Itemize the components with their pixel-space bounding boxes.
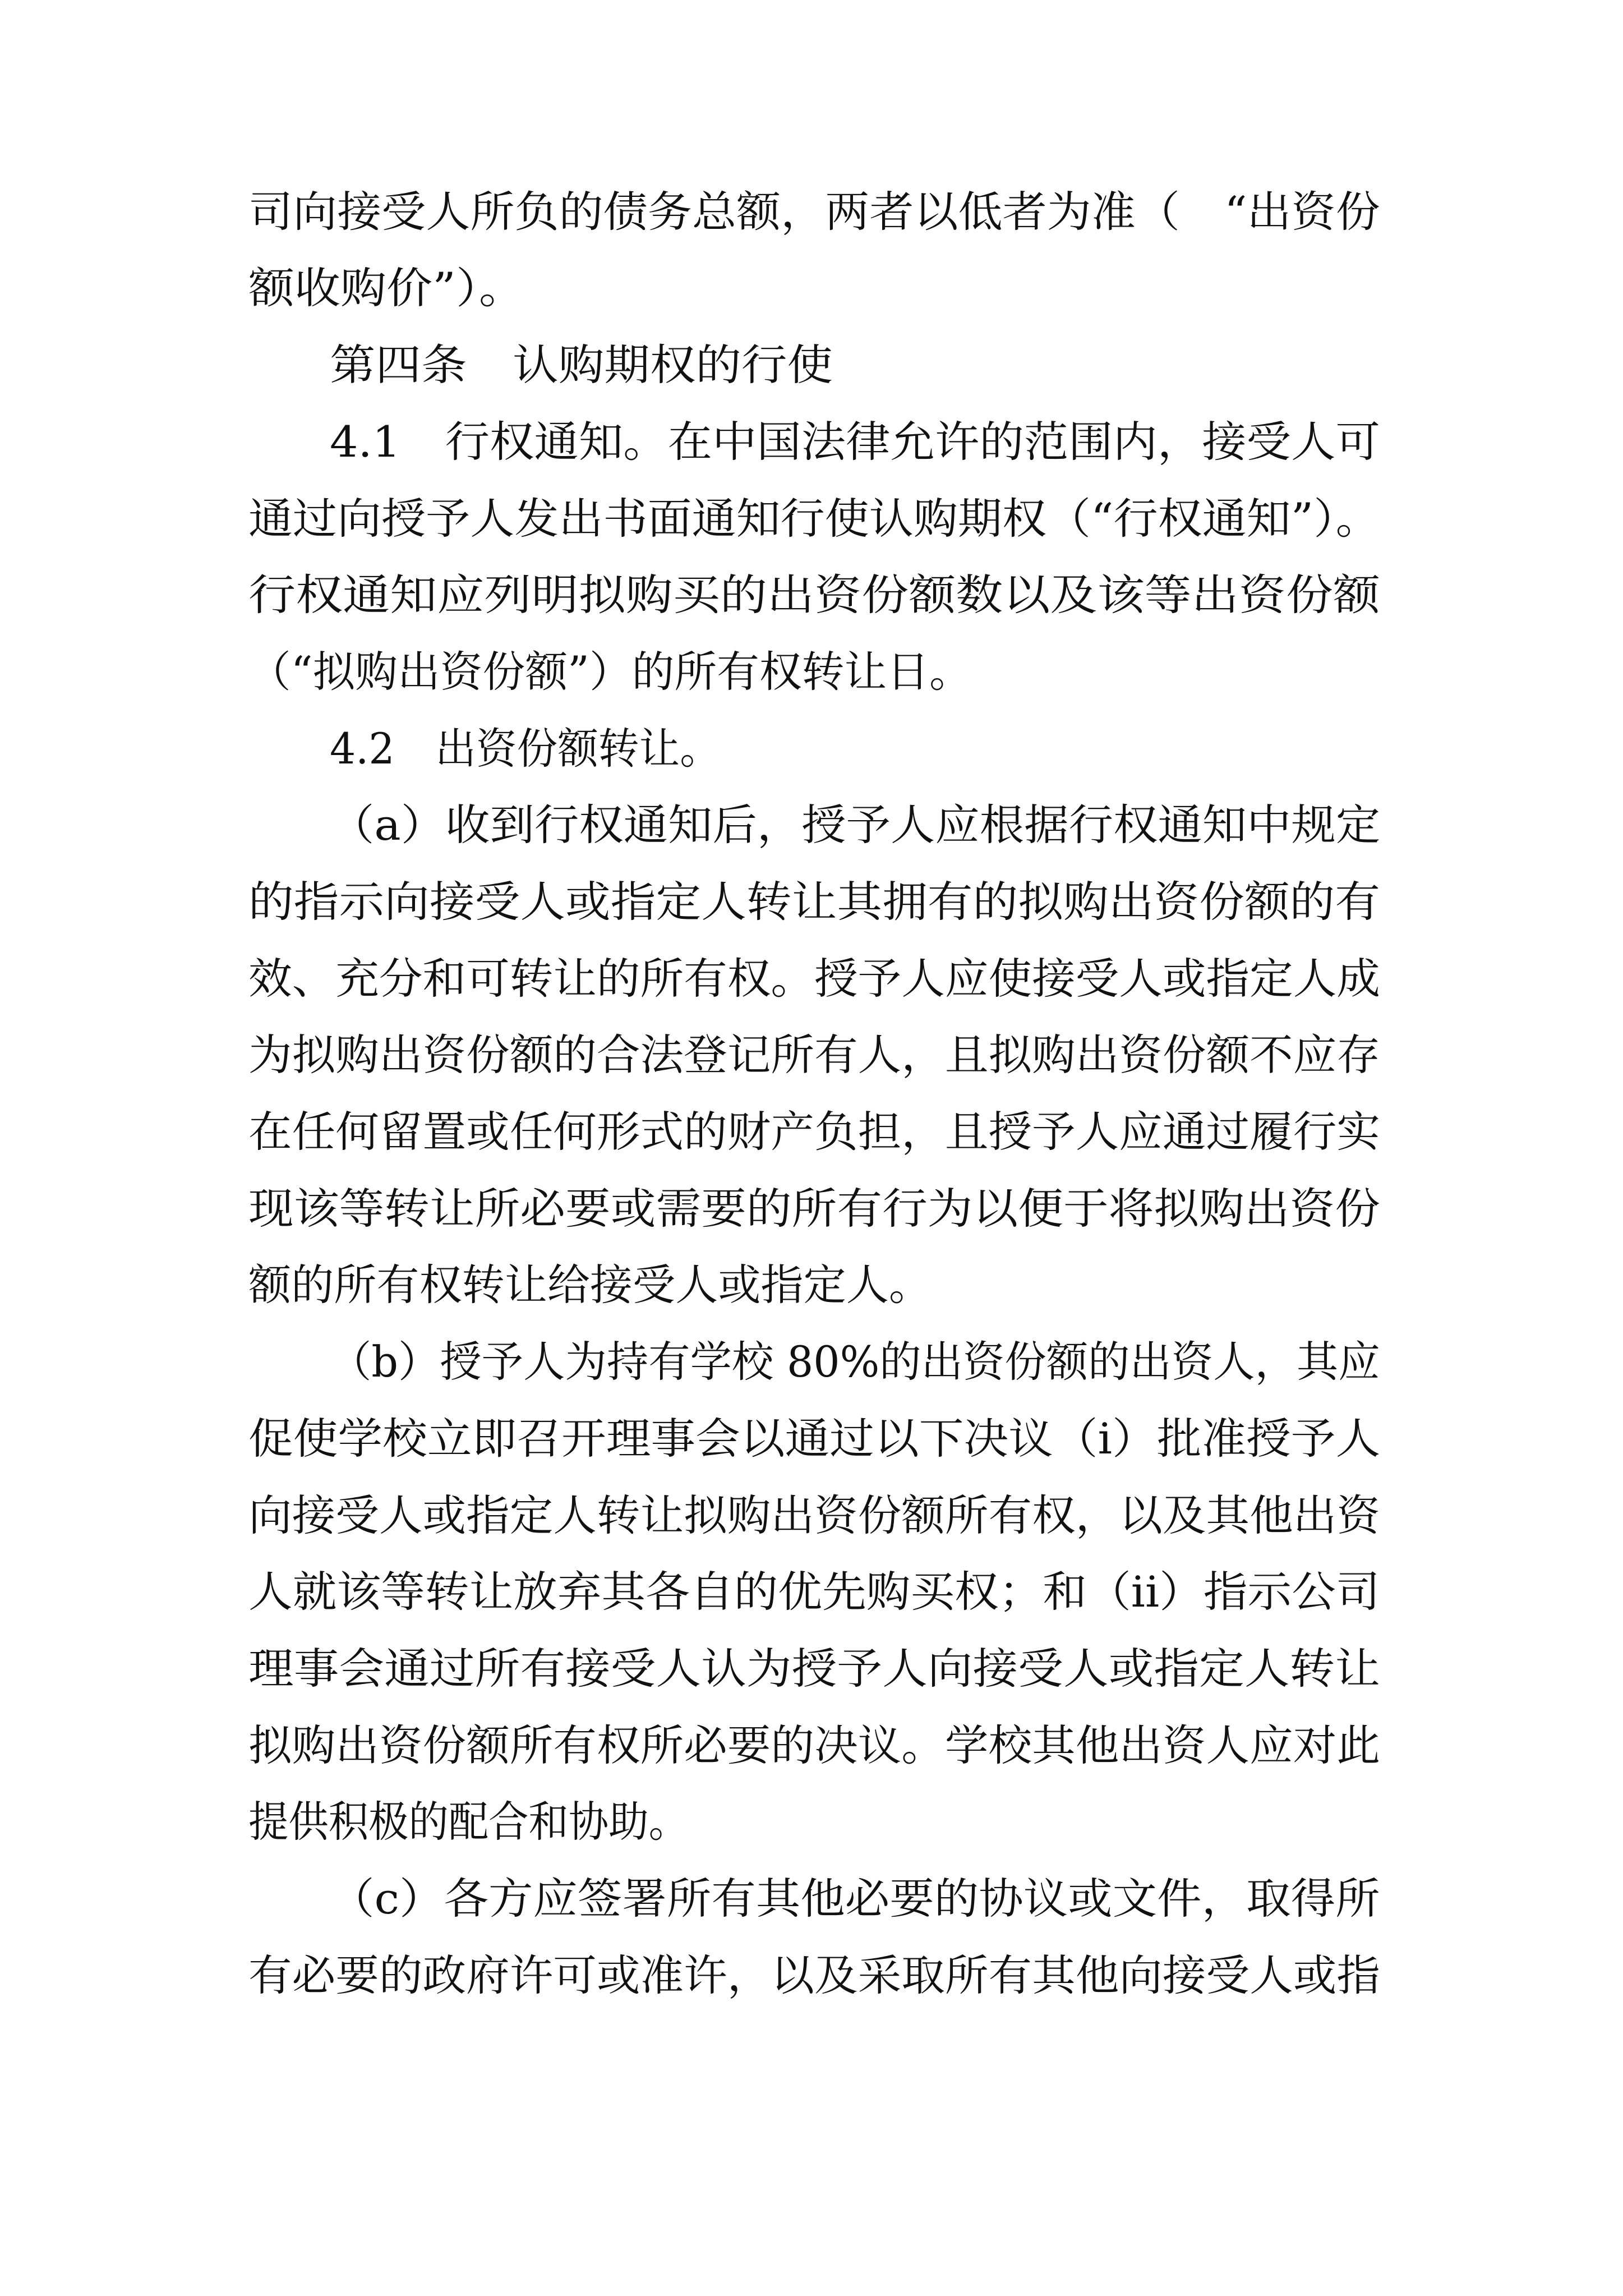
text-line: 提供积极的配合和协助。 bbox=[248, 1797, 689, 1847]
text-line: 的指示向接受人或指定人转让其拥有的拟购出资份额的有 bbox=[248, 877, 1380, 927]
text-line: 向接受人或指定人转让拟购出资份额所有权，以及其他出资 bbox=[248, 1490, 1380, 1540]
text-line: （a）收到行权通知后，授予人应根据行权通知中规定 bbox=[330, 800, 1381, 850]
subsection-heading: 4.2 出资份额转让。 bbox=[330, 724, 721, 774]
text-line: （b）授予人为持有学校 80%的出资份额的出资人，其应 bbox=[330, 1337, 1380, 1387]
text-line: 有必要的政府许可或准许，以及采取所有其他向接受人或指 bbox=[248, 1950, 1380, 2000]
text-line: 拟购出资份额所有权所必要的决议。学校其他出资人应对此 bbox=[248, 1720, 1380, 1770]
text-line: （c）各方应签署所有其他必要的协议或文件，取得所 bbox=[330, 1874, 1380, 1924]
text-line: 在任何留置或任何形式的财产负担，且授予人应通过履行实 bbox=[248, 1107, 1380, 1157]
text-line: 额收购价”）。 bbox=[248, 263, 525, 313]
text-line: 效、充分和可转让的所有权。授予人应使接受人或指定人成 bbox=[248, 954, 1380, 1004]
text-line: 通过向授予人发出书面通知行使认购期权（“行权通知”）。 bbox=[248, 494, 1380, 544]
text-line: 人就该等转让放弃其各自的优先购买权；和（ii）指示公司 bbox=[248, 1567, 1380, 1617]
text-line: 理事会通过所有接受人认为授予人向接受人或指定人转让 bbox=[248, 1644, 1380, 1694]
text-line: 促使学校立即召开理事会以通过以下决议（i）批准授予人 bbox=[248, 1414, 1381, 1464]
text-line: 为拟购出资份额的合法登记所有人，且拟购出资份额不应存 bbox=[248, 1030, 1380, 1080]
text-line: （“拟购出资份额”）的所有权转让日。 bbox=[248, 647, 972, 697]
text-line: 额的所有权转让给接受人或指定人。 bbox=[248, 1260, 932, 1310]
text-line: 4.1 行权通知。在中国法律允许的范围内，接受人可 bbox=[330, 417, 1380, 467]
text-line: 行权通知应列明拟购买的出资份额数以及该等出资份额 bbox=[248, 570, 1380, 620]
text-line: 现该等转让所必要或需要的所有行为以便于将拟购出资份 bbox=[248, 1184, 1380, 1234]
text-line: 司向接受人所负的债务总额，两者以低者为准（ “出资份 bbox=[248, 187, 1380, 237]
section-heading: 第四条 认购期权的行使 bbox=[330, 340, 833, 390]
